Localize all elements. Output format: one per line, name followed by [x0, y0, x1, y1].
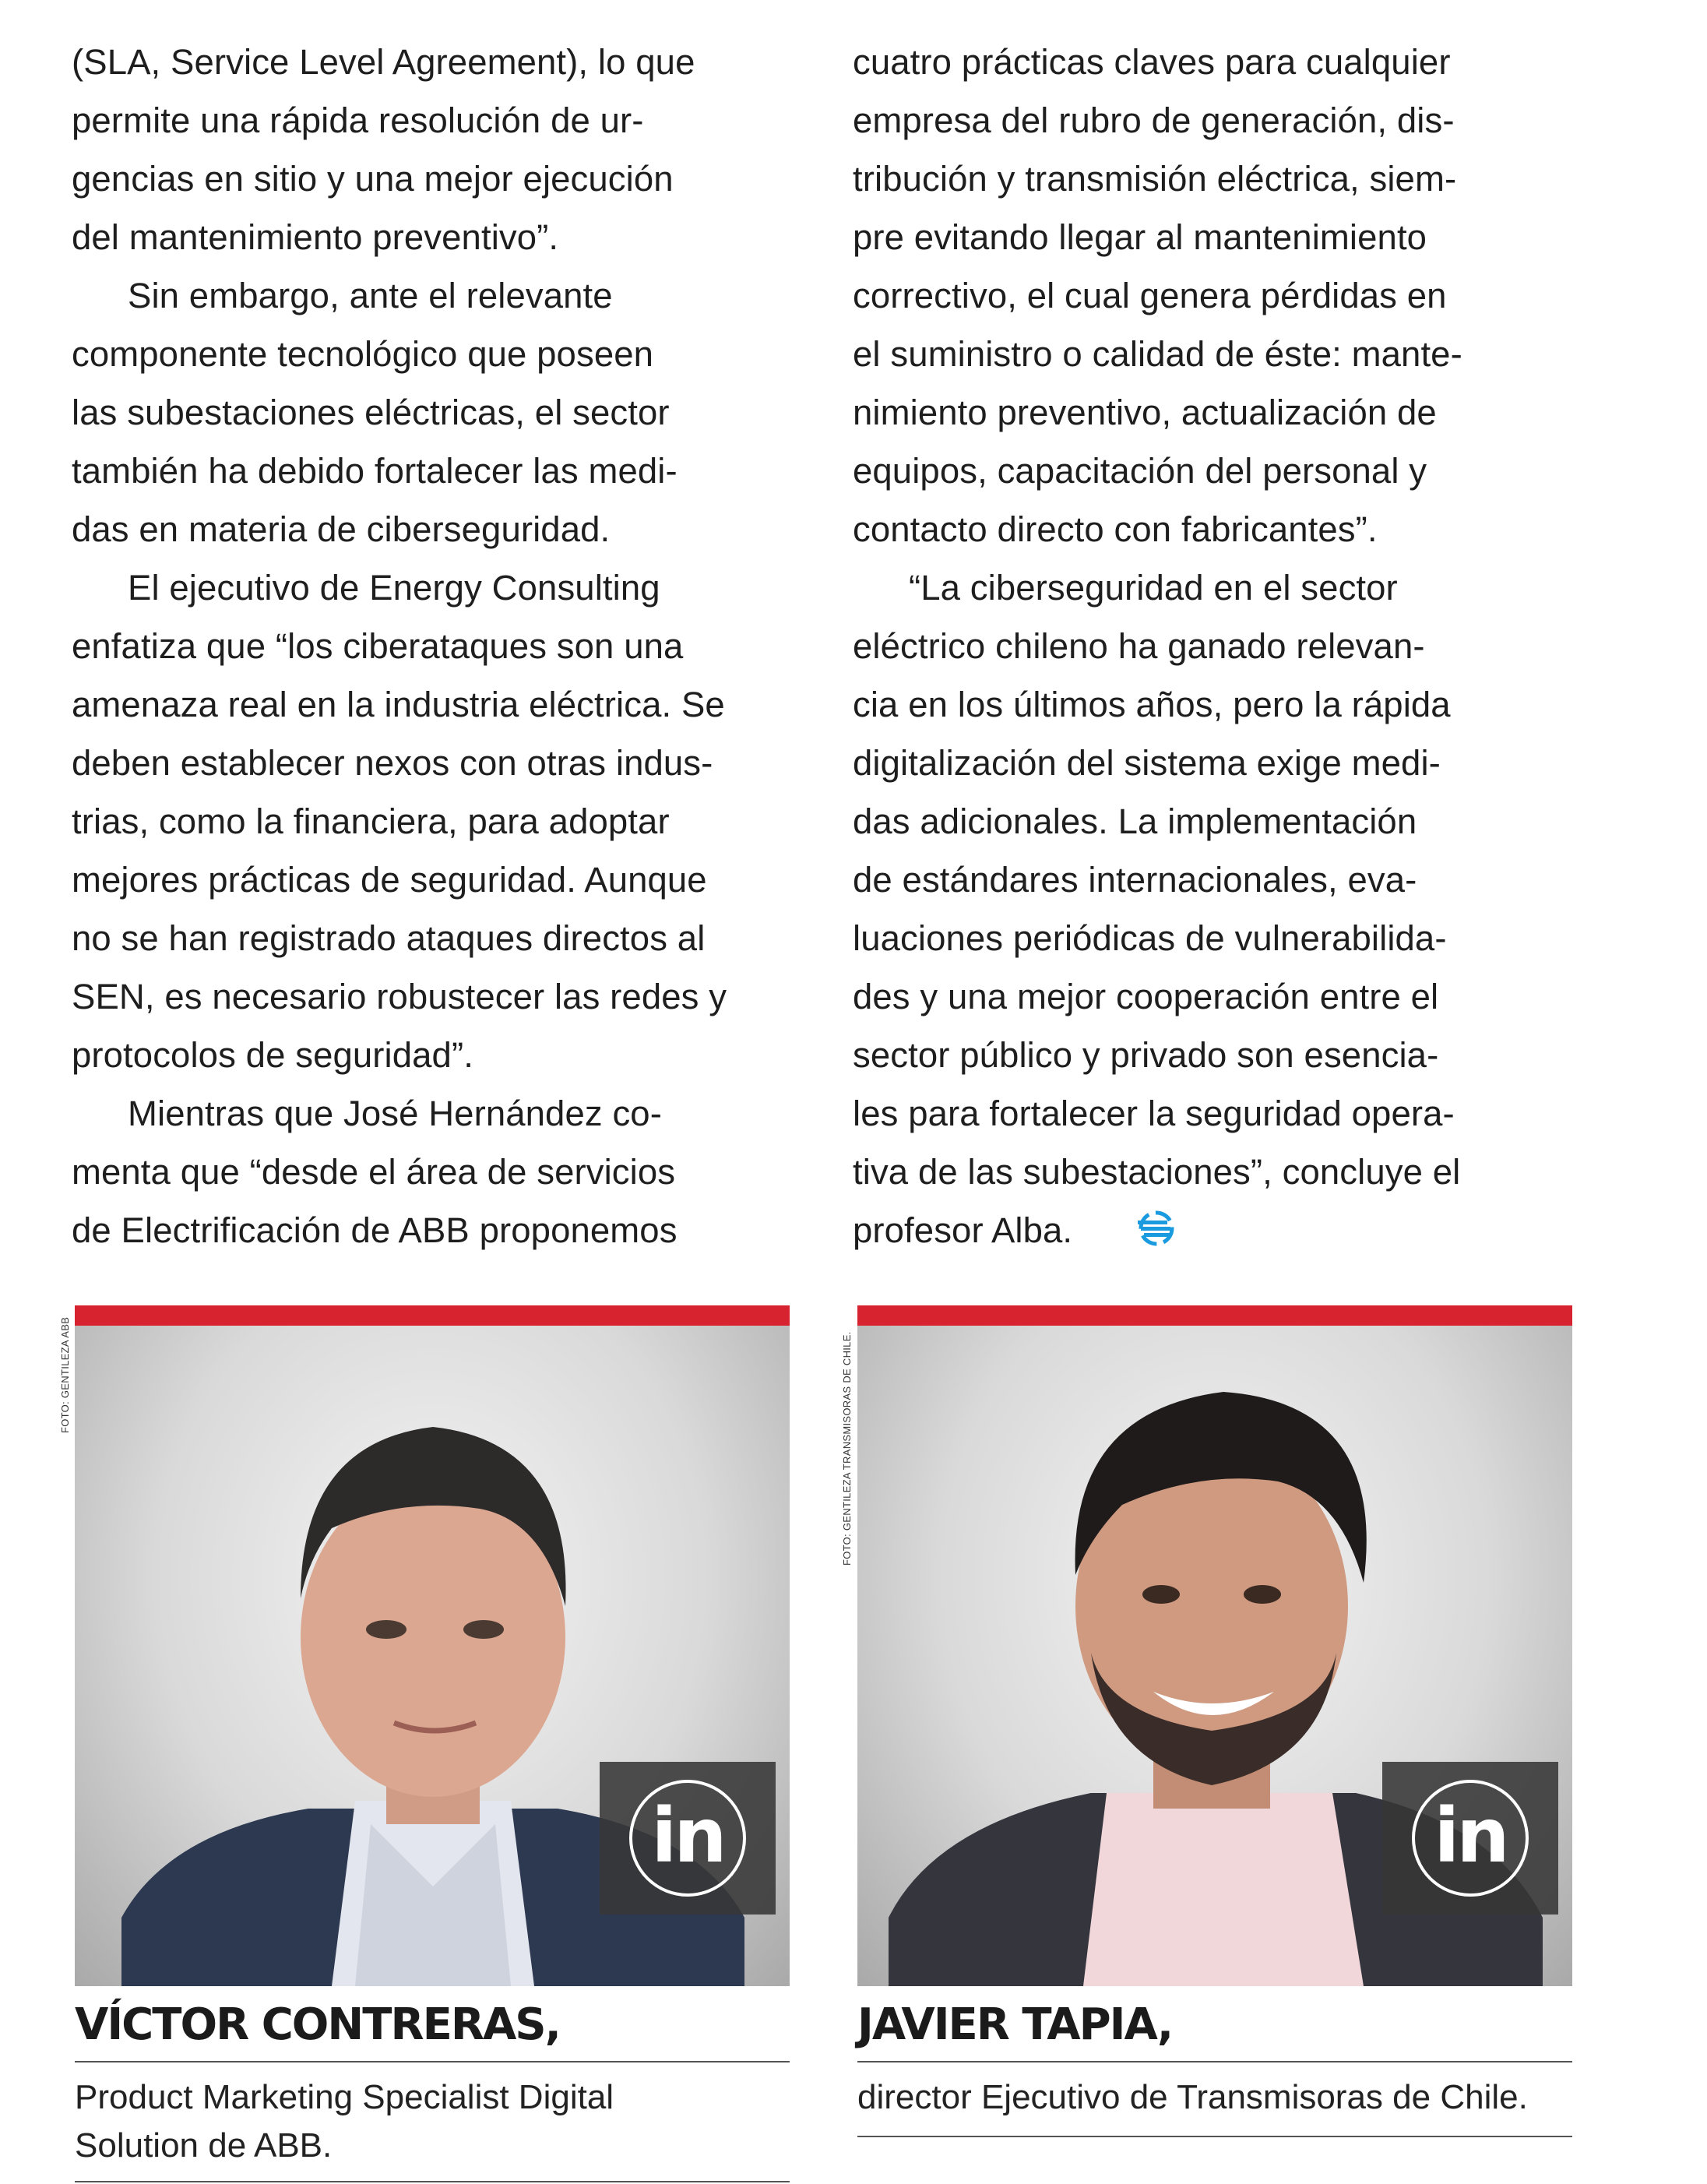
profile-card [75, 1305, 790, 2182]
accent-bar [857, 1305, 1572, 1326]
linkedin-icon: in [629, 1780, 746, 1897]
profile-name: VÍCTOR CONTRERAS, [75, 1986, 790, 2062]
profile-card [857, 1305, 1572, 2137]
article-column-left [72, 33, 796, 1259]
photo-credit: FOTO: GENTILEZA ABB [59, 1316, 71, 1433]
portrait-photo [857, 1326, 1572, 1986]
paragraph-with-endmark [853, 558, 1577, 1264]
paragraph: cuatro prácticas claves para cualquier empresa del rubro de generación, dis- tribución y transmisión eléctrica, siem- pre evitando llegar al mantenimiento correctivo, el cual genera pérdidas en el suministro o calidad de éste: mante- nimiento preventivo, actualización de equipos, capacitación del personal y contacto directo con fabricantes”. [853, 42, 1462, 549]
end-of-article-icon [1080, 1206, 1178, 1264]
paragraph: Sin embargo, ante el relevante componente tecnológico que poseen las subestaciones eléctricas, el sector también ha debido fortalecer las medi- das en materia de ciberseguridad. [72, 276, 678, 549]
profile-role: Product Marketing Specialist Digital Solution de ABB. [75, 2062, 790, 2182]
photo-credit: FOTO: GENTILEZA TRANSMISORAS DE CHILE. [841, 1331, 853, 1566]
paragraph: (SLA, Service Level Agreement), lo que permite una rápida resolución de ur- gencias en sitio y una mejor ejecución del mantenimiento preventivo”. [72, 42, 695, 257]
portrait-photo [75, 1326, 790, 1986]
linkedin-icon: in [1412, 1780, 1529, 1897]
linkedin-button[interactable] [600, 1762, 776, 1915]
article-column-right [853, 33, 1577, 1264]
paragraph: Mientras que José Hernández co- menta que “desde el área de servicios de Electrificación de ABB proponemos [72, 1094, 678, 1250]
profile-name: JAVIER TAPIA, [857, 1986, 1572, 2062]
profile-role: director Ejecutivo de Transmisoras de Chile. [857, 2062, 1572, 2137]
paragraph-text: “La ciberseguridad en el sector eléctrico chileno ha ganado relevan- cia en los últimos años, pero la rápida digitalización del sistema exige medi- das adicionales. La implementación de estándares internacionales, eva- luaciones periódicas de vulnerabilida- des y una mejor cooperación entre el sector público y privado son esencia- les para fortalecer la seguridad opera- tiva de las subestaciones”, concluye el profesor Alba. [853, 568, 1461, 1250]
accent-bar [75, 1305, 790, 1326]
paragraph: El ejecutivo de Energy Consulting enfatiza que “los ciberataques son una amenaza real en la industria eléctrica. Se deben establecer nexos con otras indus- trias, como la financiera, para adoptar mejores prácticas de seguridad. Aunque no se han registrado ataques directos al SEN, es necesario robustecer las redes y protocolos de seguridad”. [72, 568, 727, 1075]
linkedin-button[interactable] [1382, 1762, 1558, 1915]
